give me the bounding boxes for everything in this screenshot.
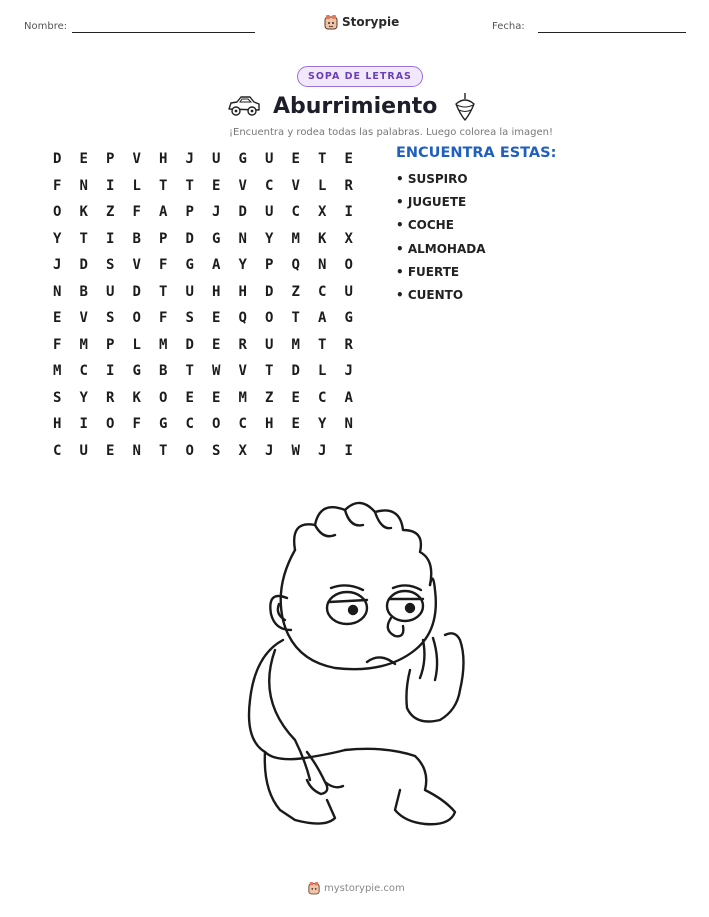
- grid-letter[interactable]: O: [53, 204, 62, 221]
- grid-letter[interactable]: X: [318, 204, 327, 221]
- grid-letter[interactable]: S: [185, 310, 194, 327]
- grid-letter[interactable]: V: [291, 177, 300, 194]
- grid-letter[interactable]: P: [265, 257, 274, 274]
- grid-letter[interactable]: M: [53, 363, 62, 380]
- grid-letter[interactable]: T: [318, 336, 327, 353]
- grid-letter[interactable]: T: [318, 151, 327, 168]
- grid-letter[interactable]: F: [159, 310, 168, 327]
- grid-letter[interactable]: A: [318, 310, 327, 327]
- storypie-brand: [324, 14, 399, 30]
- grid-letter[interactable]: E: [79, 151, 88, 168]
- grid-letter[interactable]: S: [106, 310, 115, 327]
- grid-letter[interactable]: D: [79, 257, 88, 274]
- date-label: Fecha:: [492, 21, 525, 32]
- grid-letter[interactable]: J: [265, 442, 274, 459]
- word-item: • COCHE: [396, 218, 454, 233]
- grid-letter[interactable]: D: [265, 283, 274, 300]
- grid-letter[interactable]: A: [212, 257, 221, 274]
- grid-letter[interactable]: Q: [238, 310, 247, 327]
- grid-letter[interactable]: J: [344, 363, 353, 380]
- grid-letter[interactable]: D: [185, 230, 194, 247]
- grid-letter[interactable]: B: [159, 363, 168, 380]
- grid-letter[interactable]: H: [212, 283, 221, 300]
- grid-letter[interactable]: E: [106, 442, 115, 459]
- toy-car-icon: [226, 94, 262, 118]
- grid-letter[interactable]: U: [185, 283, 194, 300]
- grid-letter[interactable]: T: [185, 363, 194, 380]
- name-line[interactable]: [72, 32, 255, 33]
- grid-letter[interactable]: I: [106, 177, 115, 194]
- grid-letter[interactable]: O: [344, 257, 353, 274]
- grid-letter[interactable]: O: [185, 442, 194, 459]
- word-item: • JUGUETE: [396, 195, 467, 210]
- word-item: • FUERTE: [396, 264, 460, 279]
- grid-letter[interactable]: A: [344, 389, 353, 406]
- grid-letter[interactable]: M: [79, 336, 88, 353]
- grid-letter[interactable]: U: [106, 283, 115, 300]
- grid-letter[interactable]: C: [238, 416, 247, 433]
- grid-letter[interactable]: F: [53, 336, 62, 353]
- spinning-top-icon: [454, 92, 476, 122]
- grid-letter[interactable]: O: [106, 416, 115, 433]
- grid-letter[interactable]: O: [212, 416, 221, 433]
- grid-letter[interactable]: P: [185, 204, 194, 221]
- grid-letter[interactable]: N: [132, 442, 141, 459]
- grid-row: [44, 305, 362, 332]
- grid-row: [44, 252, 362, 279]
- grid-letter[interactable]: R: [344, 177, 353, 194]
- grid-letter[interactable]: I: [106, 230, 115, 247]
- grid-letter[interactable]: E: [185, 389, 194, 406]
- grid-letter[interactable]: M: [291, 336, 300, 353]
- grid-letter[interactable]: W: [212, 363, 221, 380]
- grid-letter[interactable]: F: [53, 177, 62, 194]
- grid-letter[interactable]: C: [265, 177, 274, 194]
- bored-boy-illustration: [235, 490, 475, 850]
- grid-letter[interactable]: O: [159, 389, 168, 406]
- grid-letter[interactable]: M: [291, 230, 300, 247]
- grid-letter[interactable]: U: [344, 283, 353, 300]
- grid-letter[interactable]: E: [291, 151, 300, 168]
- grid-letter[interactable]: E: [212, 177, 221, 194]
- grid-letter[interactable]: H: [238, 283, 247, 300]
- grid-letter[interactable]: T: [265, 363, 274, 380]
- date-line[interactable]: [538, 32, 686, 33]
- grid-letter[interactable]: A: [159, 204, 168, 221]
- grid-letter[interactable]: U: [212, 151, 221, 168]
- grid-letter[interactable]: N: [318, 257, 327, 274]
- grid-letter[interactable]: O: [132, 310, 141, 327]
- grid-letter[interactable]: T: [79, 230, 88, 247]
- grid-letter[interactable]: M: [238, 389, 247, 406]
- grid-letter[interactable]: V: [132, 257, 141, 274]
- grid-letter[interactable]: N: [344, 416, 353, 433]
- grid-letter[interactable]: I: [344, 442, 353, 459]
- grid-letter[interactable]: V: [238, 363, 247, 380]
- grid-letter[interactable]: V: [79, 310, 88, 327]
- grid-letter[interactable]: N: [79, 177, 88, 194]
- footer: [308, 881, 405, 895]
- grid-letter[interactable]: J: [185, 151, 194, 168]
- grid-letter[interactable]: C: [318, 389, 327, 406]
- word-list-heading: ENCUENTRA ESTAS:: [396, 145, 557, 161]
- grid-letter[interactable]: I: [79, 416, 88, 433]
- grid-row: [44, 146, 362, 173]
- grid-row: [44, 438, 362, 465]
- grid-letter[interactable]: Y: [79, 389, 88, 406]
- grid-letter[interactable]: L: [132, 177, 141, 194]
- grid-row: [44, 332, 362, 359]
- grid-letter[interactable]: M: [159, 336, 168, 353]
- grid-letter[interactable]: Z: [106, 204, 115, 221]
- grid-letter[interactable]: V: [238, 177, 247, 194]
- grid-letter[interactable]: I: [344, 204, 353, 221]
- name-label: Nombre:: [24, 21, 68, 32]
- grid-letter[interactable]: G: [344, 310, 353, 327]
- grid-letter[interactable]: C: [79, 363, 88, 380]
- grid-letter[interactable]: S: [212, 442, 221, 459]
- grid-letter[interactable]: E: [344, 151, 353, 168]
- grid-letter[interactable]: G: [159, 416, 168, 433]
- grid-letter[interactable]: P: [159, 230, 168, 247]
- grid-letter[interactable]: H: [159, 151, 168, 168]
- grid-letter[interactable]: U: [265, 151, 274, 168]
- grid-letter[interactable]: I: [106, 363, 115, 380]
- grid-letter[interactable]: K: [318, 230, 327, 247]
- footer-url[interactable]: mystorypie.com: [324, 882, 405, 894]
- word-list: [396, 172, 486, 311]
- grid-row: [44, 173, 362, 200]
- word-item: • ALMOHADA: [396, 241, 486, 256]
- grid-letter[interactable]: G: [185, 257, 194, 274]
- grid-letter[interactable]: P: [106, 151, 115, 168]
- grid-letter[interactable]: V: [132, 151, 141, 168]
- brand-name: Storypie: [342, 15, 400, 29]
- grid-letter[interactable]: E: [212, 336, 221, 353]
- grid-letter[interactable]: R: [106, 389, 115, 406]
- grid-letter[interactable]: K: [132, 389, 141, 406]
- grid-letter[interactable]: N: [53, 283, 62, 300]
- grid-row: [44, 411, 362, 438]
- grid-letter[interactable]: Y: [238, 257, 247, 274]
- grid-letter[interactable]: E: [291, 389, 300, 406]
- grid-letter[interactable]: E: [291, 416, 300, 433]
- grid-letter[interactable]: T: [185, 177, 194, 194]
- grid-letter[interactable]: X: [344, 230, 353, 247]
- page-title: Aburrimiento: [273, 94, 438, 119]
- grid-letter[interactable]: L: [318, 177, 327, 194]
- grid-letter[interactable]: J: [212, 204, 221, 221]
- grid-letter[interactable]: F: [132, 204, 141, 221]
- word-item: • CUENTO: [396, 287, 464, 302]
- grid-row: [44, 279, 362, 306]
- grid-letter[interactable]: H: [265, 416, 274, 433]
- grid-letter[interactable]: Y: [318, 416, 327, 433]
- grid-letter[interactable]: D: [185, 336, 194, 353]
- grid-row: [44, 358, 362, 385]
- grid-letter[interactable]: G: [212, 230, 221, 247]
- grid-letter[interactable]: E: [212, 310, 221, 327]
- grid-letter[interactable]: R: [238, 336, 247, 353]
- instructions: ¡Encuentra y rodea todas las palabras. Luego colorea la imagen!: [229, 127, 553, 138]
- grid-letter[interactable]: T: [159, 283, 168, 300]
- grid-letter[interactable]: S: [53, 389, 62, 406]
- grid-row: [44, 199, 362, 226]
- grid-letter[interactable]: P: [106, 336, 115, 353]
- grid-letter[interactable]: C: [291, 204, 300, 221]
- grid-letter[interactable]: E: [212, 389, 221, 406]
- grid-letter[interactable]: T: [159, 177, 168, 194]
- grid-letter[interactable]: U: [79, 442, 88, 459]
- grid-letter[interactable]: J: [53, 257, 62, 274]
- grid-letter[interactable]: H: [53, 416, 62, 433]
- grid-letter[interactable]: U: [265, 336, 274, 353]
- grid-letter[interactable]: X: [238, 442, 247, 459]
- grid-letter[interactable]: T: [159, 442, 168, 459]
- grid-letter[interactable]: F: [159, 257, 168, 274]
- grid-letter[interactable]: Z: [291, 283, 300, 300]
- grid-letter[interactable]: B: [79, 283, 88, 300]
- grid-letter[interactable]: J: [318, 442, 327, 459]
- grid-letter[interactable]: S: [106, 257, 115, 274]
- grid-letter[interactable]: L: [318, 363, 327, 380]
- grid-letter[interactable]: D: [238, 204, 247, 221]
- grid-letter[interactable]: R: [344, 336, 353, 353]
- grid-letter[interactable]: D: [291, 363, 300, 380]
- grid-letter[interactable]: B: [132, 230, 141, 247]
- grid-letter[interactable]: D: [132, 283, 141, 300]
- grid-letter[interactable]: D: [53, 151, 62, 168]
- grid-letter[interactable]: F: [132, 416, 141, 433]
- grid-letter[interactable]: E: [53, 310, 62, 327]
- grid-letter[interactable]: Z: [265, 389, 274, 406]
- grid-letter[interactable]: Y: [265, 230, 274, 247]
- word-item: • SUSPIRO: [396, 172, 468, 186]
- grid-row: [44, 385, 362, 412]
- grid-letter[interactable]: T: [291, 310, 300, 327]
- storypie-logo-icon: [324, 14, 338, 30]
- grid-letter[interactable]: Y: [53, 230, 62, 247]
- grid-letter[interactable]: O: [265, 310, 274, 327]
- grid-letter[interactable]: L: [132, 336, 141, 353]
- grid-letter[interactable]: C: [185, 416, 194, 433]
- grid-letter[interactable]: C: [53, 442, 62, 459]
- grid-letter[interactable]: Q: [291, 257, 300, 274]
- grid-letter[interactable]: U: [265, 204, 274, 221]
- grid-letter[interactable]: N: [238, 230, 247, 247]
- worksheet-type-badge: SOPA DE LETRAS: [297, 66, 423, 87]
- grid-letter[interactable]: C: [318, 283, 327, 300]
- word-search-grid: [44, 146, 362, 464]
- grid-row: [44, 226, 362, 253]
- grid-letter[interactable]: G: [132, 363, 141, 380]
- grid-letter[interactable]: G: [238, 151, 247, 168]
- storypie-logo-icon: [308, 881, 320, 895]
- grid-letter[interactable]: K: [79, 204, 88, 221]
- grid-letter[interactable]: W: [291, 442, 300, 459]
